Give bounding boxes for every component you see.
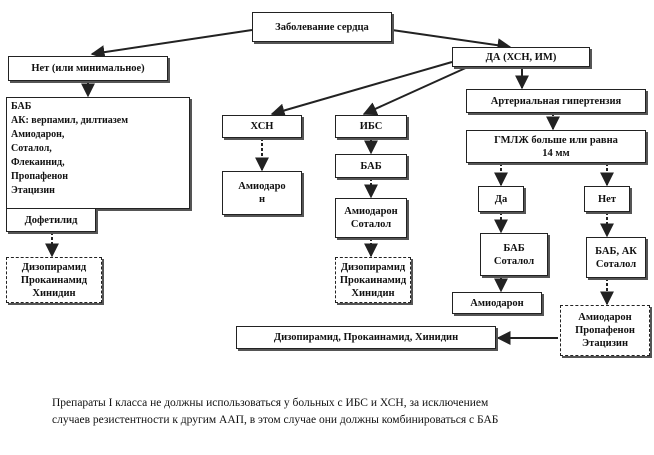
- node-arterial-hypertension: Артериальная гипертензия: [466, 89, 646, 113]
- node-bottom-row-class1: Дизопирамид, Прокаинамид, Хинидин: [236, 326, 496, 349]
- node-no-branch: Нет: [584, 186, 630, 212]
- node-ibs-amiodarone-sotalol: Амиодарон Соталол: [335, 198, 407, 238]
- node-dofetilide: Дофетилид: [6, 208, 96, 232]
- arrow-yes-to-hsn: [272, 62, 452, 114]
- footnote-line-1: Препараты I класса не должны использоваться у больных с ИБС и ХСН, за исключением: [52, 397, 489, 409]
- node-lvh-14mm: ГМЛЖ больше или равна 14 мм: [466, 130, 646, 163]
- arrow-root-to-no: [92, 30, 252, 54]
- node-ibs-bab: БАБ: [335, 154, 407, 178]
- node-root: Заболевание сердца: [252, 12, 392, 42]
- node-bab-ak-sotalol: БАБ, АК Соталол: [586, 237, 646, 278]
- node-yes-branch: Да: [478, 186, 524, 212]
- node-bab-sotalol: БАБ Соталол: [480, 233, 548, 276]
- node-yes-hsn-im: ДА (ХСН, ИМ): [452, 47, 590, 67]
- footnote: [52, 395, 642, 429]
- node-no-minimal: Нет (или минимальное): [8, 56, 168, 81]
- node-ibs: ИБС: [335, 115, 407, 138]
- node-amiodarone-small: Амиодарон: [452, 292, 542, 314]
- node-drug-list-left: БАБ АК: верпамил, дилтиазем Амиодарон, Соталол, Флекаинид, Пропафенон Этацизин: [6, 97, 190, 209]
- node-left-bottom: Дизопирамид Прокаинамид Хинидин: [6, 257, 102, 303]
- node-amio-propafenon-etacizin: Амиодарон Пропафенон Этацизин: [560, 305, 650, 356]
- arrow-root-to-yes: [392, 30, 510, 47]
- node-hsn: ХСН: [222, 115, 302, 138]
- arrow-yes-to-ibs: [364, 66, 470, 114]
- footnote-line-2: случаев резистентности к другим ААП, в этом случае они должны комбинироваться с БАБ: [52, 414, 499, 426]
- node-ibs-bottom: Дизопирамид Прокаинамид Хинидин: [335, 257, 411, 303]
- node-hsn-amiodarone: Амиодаро н: [222, 171, 302, 215]
